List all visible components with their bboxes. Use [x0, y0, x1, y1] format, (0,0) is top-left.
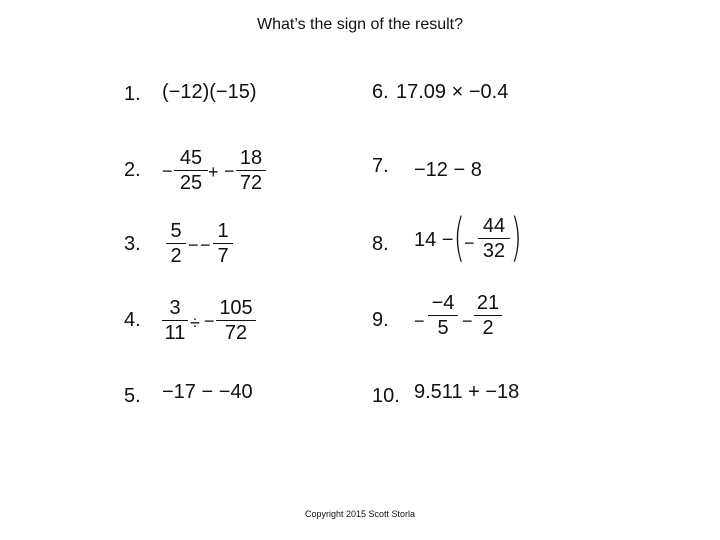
problem-5-number: 5.	[124, 385, 141, 407]
fraction-bar	[478, 238, 510, 239]
fraction-bar	[174, 170, 208, 171]
problem-8-numerator: 44	[482, 215, 506, 237]
problem-1-expression: (−12)(−15)	[162, 81, 257, 103]
fraction-bar	[216, 320, 256, 321]
problem-9-denominator-1: 5	[437, 317, 449, 339]
problem-2-number: 2.	[124, 159, 141, 181]
problem-8-fraction	[478, 215, 510, 262]
problem-4-denominator-2: 72	[224, 322, 248, 344]
problem-3-operator: −	[188, 235, 199, 255]
problem-10-expression: 9.511 + −18	[414, 381, 520, 403]
problem-3-denominator-1: 2	[170, 245, 182, 267]
problem-9-number: 9.	[372, 309, 389, 331]
problem-7-expression: −12 − 8	[414, 159, 482, 181]
problem-6-number: 6.	[372, 81, 389, 103]
fraction-bar	[428, 315, 458, 316]
problem-4-operator: ÷	[190, 313, 200, 333]
problem-2-numerator-1: 45	[179, 147, 203, 169]
fraction-bar	[213, 243, 233, 244]
problem-4-numerator-2: 105	[219, 297, 253, 319]
problem-2-fraction-1	[174, 147, 208, 194]
fraction-bar	[474, 315, 502, 316]
problem-8-lead: 14 −	[414, 229, 454, 251]
problem-4-denominator-1: 11	[164, 322, 186, 344]
problem-8-minus: −	[464, 233, 475, 253]
problem-4-number: 4.	[124, 309, 141, 331]
problem-3-numerator-2: 1	[217, 220, 229, 242]
problem-2-operator: +	[208, 162, 219, 182]
fraction-bar	[166, 243, 186, 244]
problem-7-number: 7.	[372, 155, 389, 177]
problem-3-number: 3.	[124, 233, 141, 255]
problem-3-denominator-2: 7	[217, 245, 229, 267]
problem-9-minus: −	[414, 311, 425, 331]
page-title: What’s the sign of the result?	[256, 16, 464, 33]
problem-9-minus-2: −	[462, 311, 473, 331]
problem-8-denominator: 32	[482, 240, 506, 262]
problem-2-minus: −	[162, 161, 173, 181]
problem-4-fraction-1	[162, 297, 188, 344]
problem-4-minus: −	[204, 311, 215, 331]
copyright-footer: Copyright 2015 Scott Storla	[304, 509, 416, 519]
problem-1-number: 1.	[124, 83, 141, 105]
problem-3-minus: −	[200, 235, 211, 255]
problem-4-numerator-1: 3	[169, 297, 181, 319]
problem-2-fraction-2	[236, 147, 266, 194]
problem-2-denominator-2: 72	[239, 172, 263, 194]
problem-2-minus-2: −	[224, 161, 235, 181]
problem-3-numerator-1: 5	[170, 220, 182, 242]
problem-5-expression: −17 − −40	[162, 381, 253, 403]
fraction-bar	[236, 170, 266, 171]
fraction-bar	[162, 320, 188, 321]
problem-6-expression: 17.09 × −0.4	[396, 81, 509, 103]
problem-9-fraction-2	[474, 292, 502, 339]
problem-9-denominator-2: 2	[482, 317, 494, 339]
problem-3-fraction-1	[166, 220, 186, 267]
problem-2-denominator-1: 25	[179, 172, 203, 194]
problem-2-numerator-2: 18	[239, 147, 263, 169]
problem-10-number: 10.	[372, 385, 400, 407]
problem-8-left-paren: (	[453, 208, 465, 268]
problem-3-fraction-2	[213, 220, 233, 267]
problem-9-fraction-1	[428, 292, 458, 339]
problem-9-numerator-2: 21	[476, 292, 500, 314]
problem-8-right-paren: )	[510, 208, 522, 268]
problem-9-numerator-1: −4	[431, 292, 455, 314]
problem-8-number: 8.	[372, 233, 389, 255]
problem-4-fraction-2	[216, 297, 256, 344]
